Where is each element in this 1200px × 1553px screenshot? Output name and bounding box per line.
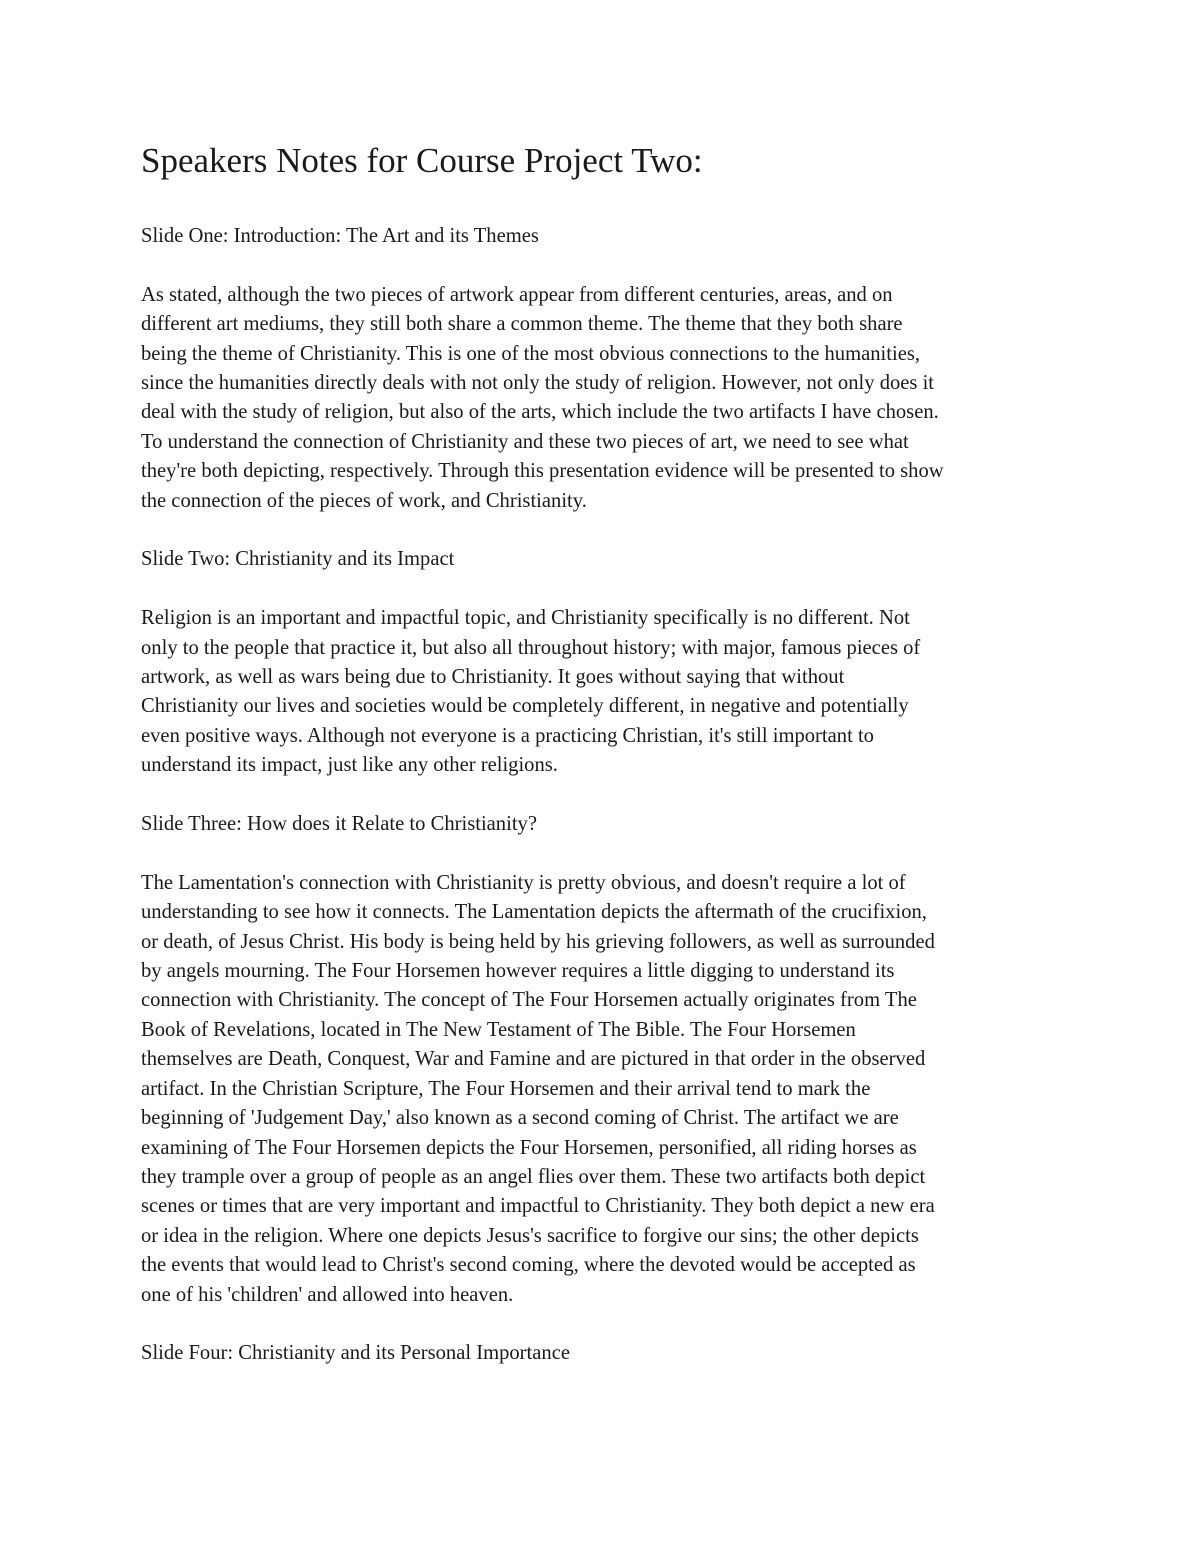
paragraph-line: understanding to see how it connects. The Lamentation depicts the aftermath of the crucifixion, bbox=[141, 901, 927, 924]
section-paragraph bbox=[141, 869, 1066, 1310]
section-heading: Slide One: Introduction: The Art and its Themes bbox=[141, 225, 539, 247]
paragraph-line: they're both depicting, respectively. Through this presentation evidence will be presented to show bbox=[141, 460, 944, 483]
paragraph-line: artwork, as well as wars being due to Christianity. It goes without saying that without bbox=[141, 666, 845, 689]
paragraph-line: Religion is an important and impactful topic, and Christianity specifically is no different. Not bbox=[141, 607, 910, 630]
section-heading: Slide Two: Christianity and its Impact bbox=[141, 548, 455, 571]
section-slide-three bbox=[141, 810, 1066, 1339]
paragraph-line: understand its impact, just like any other religions. bbox=[141, 754, 558, 777]
section-slide-four bbox=[141, 1339, 1066, 1368]
paragraph-line: being the theme of Christianity. This is one of the most obvious connections to the humanities, bbox=[141, 342, 921, 365]
paragraph-line: or idea in the religion. Where one depicts Jesus's sacrifice to forgive our sins; the other depicts bbox=[141, 1224, 919, 1247]
paragraph-line: the connection of the pieces of work, and Christianity. bbox=[141, 489, 587, 512]
paragraph-line: To understand the connection of Christianity and these two pieces of art, we need to see what bbox=[141, 430, 909, 453]
section-paragraph bbox=[141, 281, 1066, 516]
document-title: Speakers Notes for Course Project Two: bbox=[141, 141, 703, 180]
paragraph-line: only to the people that practice it, but also all throughout history; with major, famous pieces of bbox=[141, 636, 921, 659]
section-slide-two bbox=[141, 545, 1066, 810]
paragraph-line: As stated, although the two pieces of artwork appear from different centuries, areas, and on bbox=[141, 283, 893, 306]
document-body bbox=[141, 222, 1066, 1369]
paragraph-line: Book of Revelations, located in The New Testament of The Bible. The Four Horsemen bbox=[141, 1018, 856, 1041]
paragraph-line: beginning of 'Judgement Day,' also known as a second coming of Christ. The artifact we are bbox=[141, 1107, 899, 1130]
paragraph-line: scenes or times that are very important and impactful to Christianity. They both depict a new era bbox=[141, 1195, 935, 1218]
paragraph-line: the events that would lead to Christ's second coming, where the devoted would be accepted as bbox=[141, 1254, 916, 1277]
section-heading: Slide Three: How does it Relate to Christianity? bbox=[141, 813, 537, 836]
paragraph-line: different art mediums, they still both share a common theme. The theme that they both share bbox=[141, 313, 903, 336]
section-slide-one bbox=[141, 222, 1066, 545]
paragraph-line: since the humanities directly deals with not only the study of religion. However, not only does it bbox=[141, 372, 935, 395]
paragraph-line: themselves are Death, Conquest, War and Famine and are pictured in that order in the observed bbox=[141, 1048, 926, 1071]
paragraph-line: The Lamentation's connection with Christianity is pretty obvious, and doesn't require a lot of bbox=[141, 871, 906, 894]
paragraph-line: even positive ways. Although not everyone is a practicing Christian, it's still important to bbox=[141, 724, 874, 747]
paragraph-line: they trample over a group of people as an angel flies over them. These two artifacts both depict bbox=[141, 1165, 926, 1188]
section-heading: Slide Four: Christianity and its Personal Importance bbox=[141, 1342, 570, 1365]
section-paragraph bbox=[141, 604, 1066, 780]
paragraph-line: one of his 'children' and allowed into heaven. bbox=[141, 1283, 514, 1306]
paragraph-line: deal with the study of religion, but also of the arts, which include the two artifacts I have chosen. bbox=[141, 401, 939, 424]
paragraph-line: artifact. In the Christian Scripture, The Four Horsemen and their arrival tend to mark the bbox=[141, 1077, 871, 1100]
paragraph-line: or death, of Jesus Christ. His body is being held by his grieving followers, as well as surrounded bbox=[141, 930, 935, 953]
paragraph-line: examining of The Four Horsemen depicts the Four Horsemen, personified, all riding horses as bbox=[141, 1136, 917, 1159]
paragraph-line: connection with Christianity. The concept of The Four Horsemen actually originates from The bbox=[141, 989, 917, 1012]
paragraph-line: by angels mourning. The Four Horsemen however requires a little digging to understand its bbox=[141, 960, 895, 983]
paragraph-line: Christianity our lives and societies would be completely different, in negative and potentially bbox=[141, 695, 909, 718]
